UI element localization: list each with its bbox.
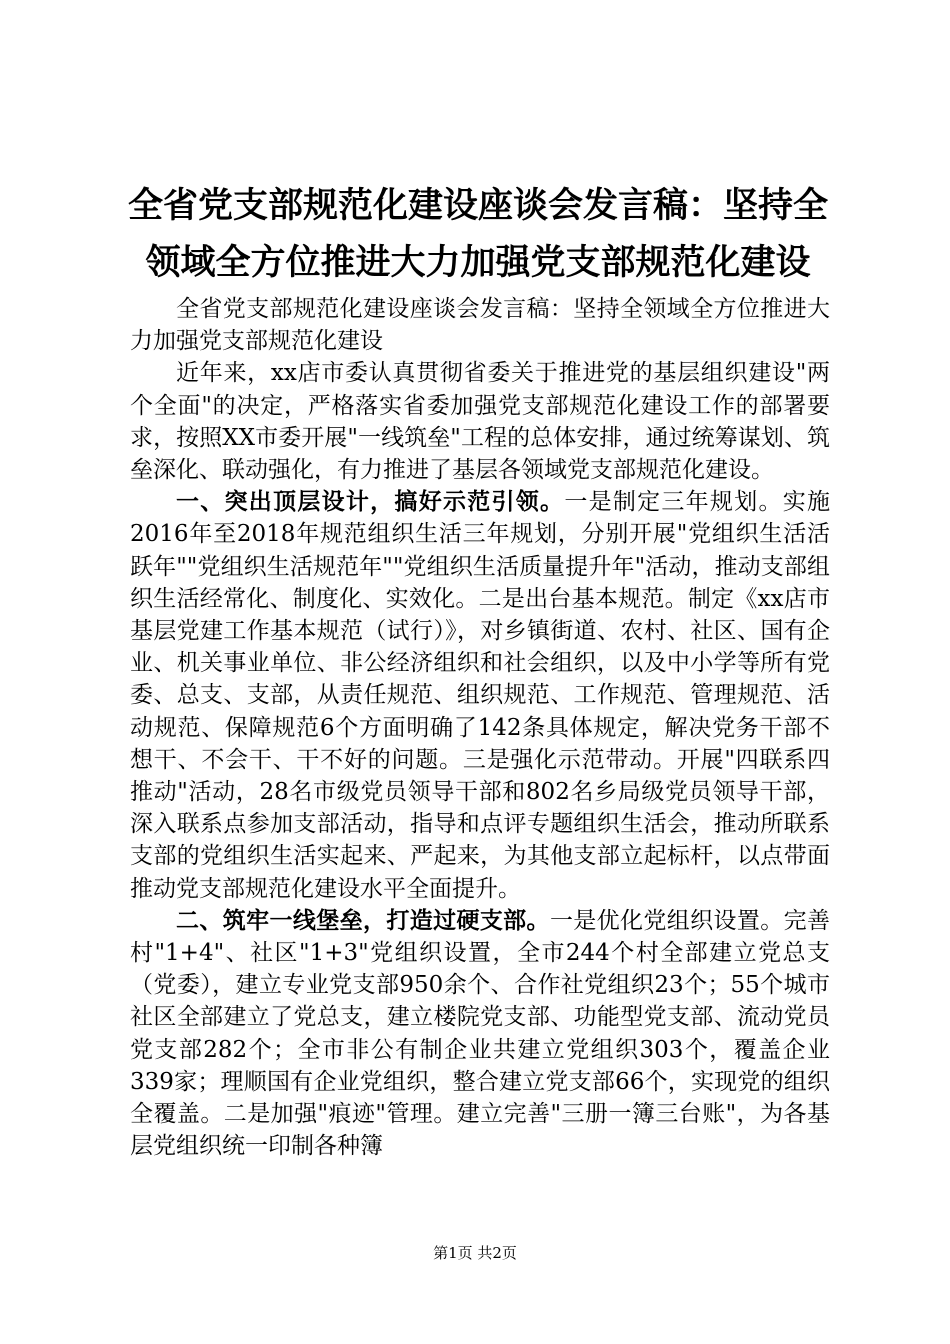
paragraph-text: 全省党支部规范化建设座谈会发言稿：坚持全领域全方位推进大力加强党支部规范化建设 xyxy=(130,296,830,355)
paragraph-subtitle xyxy=(130,293,830,357)
document-title: 全省党支部规范化建设座谈会发言稿：坚持全领域全方位推进大力加强党支部规范化建设 xyxy=(127,186,828,283)
section-heading-2: 二、筑牢一线堡垒，打造过硬支部。 xyxy=(176,907,550,934)
paragraph-intro xyxy=(130,357,830,486)
page-number-footer: 第1页 共2页 xyxy=(433,1244,517,1262)
paragraph-section-1 xyxy=(130,486,830,905)
section-heading-1: 一、突出顶层设计，搞好示范引领。 xyxy=(176,489,565,516)
paragraph-text: 一是制定三年规划。实施2016年至2018年规范组织生活三年规划，分别开展"党组织生活活跃年""党组织生活规范年""党组织生活质量提升年"活动，推动支部组织生活经常化、制度化、实效化。二是出台基本规范。制定《xx店市基层党建工作基本规范（试行）》，对乡镇街道、农村、社区、国有企业、机关事业单位、非公经济组织和社会组织，以及中小学等所有党委、总支、支部，从责任规范、组织规范、工作规范、管理规范、活动规范、保障规范6个方面明确了142条具体规定，解决党务干部不想干、不会干、干不好的问题。三是强化示范带动。开展"四联系四推动"活动，28名市级党员领导干部和802名乡局级党员领导干部，深入联系点参加支部活动，指导和点评专题组织生活会，推动所联系支部的党组织生活实起来、严起来，为其他支部立起标杆，以点带面推动党支部规范化建设水平全面提升。 xyxy=(130,489,831,902)
document-body xyxy=(130,293,830,1162)
paragraph-section-2 xyxy=(130,905,830,1163)
paragraph-text: 一是优化党组织设置。完善村"1+4"、社区"1+3"党组织设置，全市244个村全部建立党总支（党委），建立专业党支部950余个、合作社党组织23个；55个城市社区全部建立了党总支，建立楼院党支部、功能型党支部、流动党员党支部282个；全市非公有制企业共建立党组织303个，覆盖企业339家；理顺国有企业党组织，整合建立党支部66个，实现党的组织全覆盖。二是加强"痕迹"管理。建立完善"三册一簿三台账"，为各基层党组织统一印制各种簿 xyxy=(130,907,831,1160)
paragraph-text: 近年来，xx店市委认真贯彻省委关于推进党的基层组织建设"两个全面"的决定，严格落实省委加强党支部规范化建设工作的部署要求，按照XX市委开展"一线筑垒"工程的总体安排，通过统筹谋划、筑垒深化、联动强化，有力推进了基层各领域党支部规范化建设。 xyxy=(130,360,830,484)
